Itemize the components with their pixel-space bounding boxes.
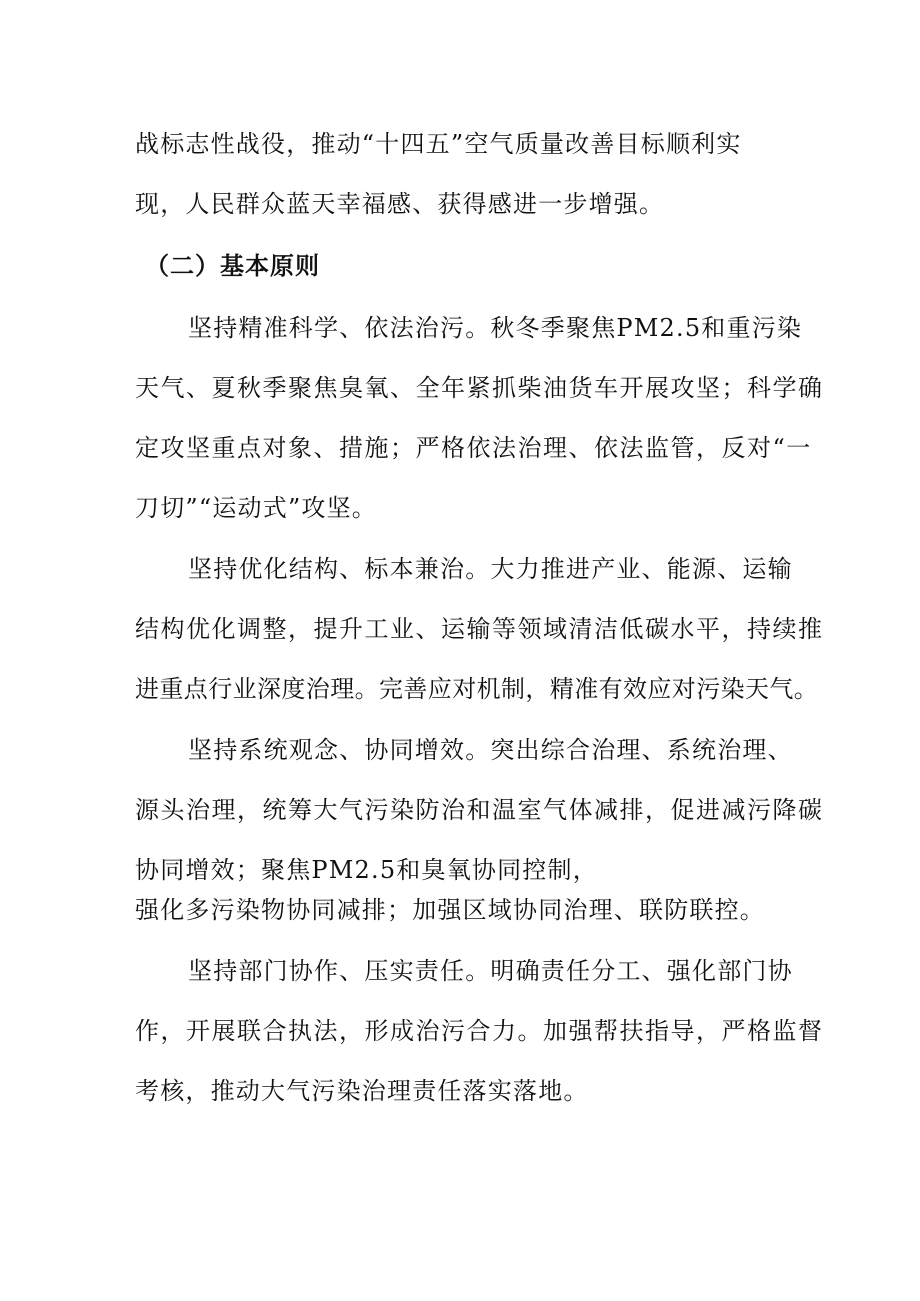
text-line: 天气、夏秋季聚焦臭氧、全年紧抓柴油货车开展攻坚；科学确	[135, 374, 824, 402]
paragraph-start-line: 坚持部门协作、压实责任。明确责任分工、强化部门协	[188, 957, 793, 985]
text-line: 结构优化调整，提升工业、运输等领域清洁低碳水平，持续推	[135, 615, 824, 643]
text-line: 作，开展联合执法，形成治污合力。加强帮扶指导，严格监督	[135, 1017, 824, 1045]
text-line: 定攻坚重点对象、措施；严格依法治理、依法监管，反对“一	[135, 434, 812, 462]
section-heading: （二）基本原则	[145, 251, 320, 280]
text-line: 进重点行业深度治理。完善应对机制，精准有效应对污染天气。	[135, 675, 819, 703]
text-line: 协同增效；聚焦PM2.5和臭氧协同控制，	[135, 856, 598, 884]
text-line: 源头治理，统筹大气污染防治和温室气体减排，促进减污降碳	[135, 796, 824, 824]
text-line: 现，人民群众蓝天幸福感、获得感进一步增强。	[135, 190, 665, 218]
text-line: 战标志性战役，推动“十四五”空气质量改善目标顺利实	[135, 130, 742, 158]
paragraph-start-line: 坚持系统观念、协同增效。突出综合治理、系统治理、	[188, 736, 793, 764]
paragraph-start-line: 坚持精准科学、依法治污。秋冬季聚焦PM2.5和重污染	[188, 314, 803, 342]
text-line: 考核，推动大气污染治理责任落实落地。	[135, 1077, 589, 1105]
text-line: 刀切”“运动式”攻坚。	[135, 494, 378, 522]
paragraph-start-line: 坚持优化结构、标本兼治。大力推进产业、能源、运输	[188, 555, 793, 583]
text-line: 强化多污染物协同减排；加强区域协同治理、联防联控。	[135, 896, 765, 924]
